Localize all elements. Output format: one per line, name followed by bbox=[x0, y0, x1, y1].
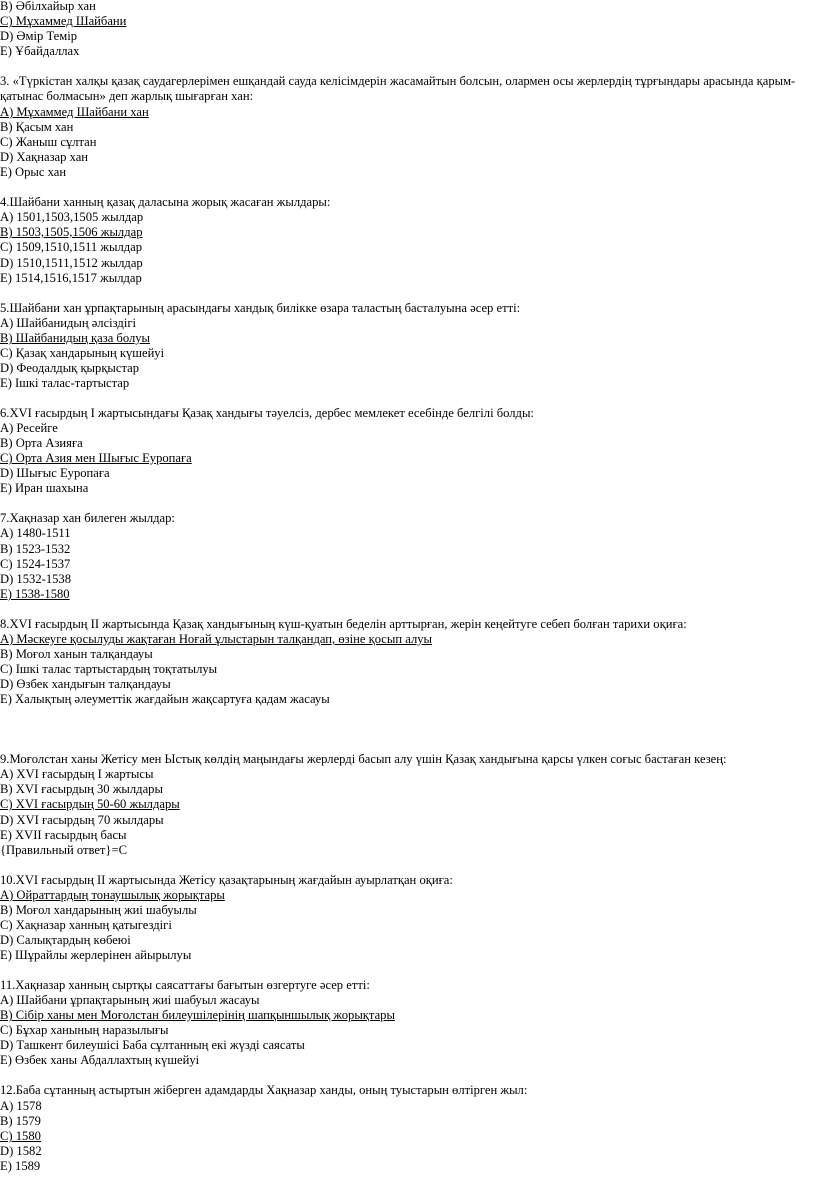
text-line: 10.XVI ғасырдың II жартысында Жетісу қазақтарының жағдайын ауырлатқан оқиға: bbox=[0, 873, 453, 887]
text-line: С) Жаныш сұлтан bbox=[0, 135, 97, 149]
text-line: В) Қасым хан bbox=[0, 120, 74, 134]
text-line: С) Хақназар ханның қатыгездігі bbox=[0, 918, 172, 932]
text-line: А) 1480-1511 bbox=[0, 526, 71, 540]
text-line: 12.Баба сұтанның астыртын жіберген адамдарды Хақназар ханды, оның туыстарын өлтірген жыл: bbox=[0, 1083, 528, 1097]
text-line: А) XVI ғасырдың I жартысы bbox=[0, 767, 154, 781]
text-line: В) XVI ғасырдың 30 жылдары bbox=[0, 782, 163, 796]
text-line: D) Шығыс Еуропаға bbox=[0, 466, 110, 480]
text-line: С) 1509,1510,1511 жылдар bbox=[0, 240, 143, 254]
text-line: D) 1532-1538 bbox=[0, 572, 72, 586]
text-line: А) Шайбанидың әлсіздігі bbox=[0, 316, 136, 330]
correct-answer-line: В) Шайбанидың қаза болуы bbox=[0, 331, 151, 345]
text-line: Е) Орыс хан bbox=[0, 165, 67, 179]
text-line: 3. «Түркістан халқы қазақ саудагерлерімен ешқандай сауда келісімдерін жасамайтын болсын, олармен осы жерлердің тұрғындары арасында қарым-қатынас болмасын» деп жарлық шығарған хан: bbox=[0, 74, 796, 104]
correct-answer-line: А) Ойраттардың тонаушылық жорықтары bbox=[0, 888, 225, 902]
correct-answer-line: С) XVI ғасырдың 50-60 жылдары bbox=[0, 797, 180, 811]
text-line: 11.Хақназар ханның сыртқы саясаттағы бағытын өзгертуге әсер етті: bbox=[0, 978, 370, 992]
text-line: С) 1524-1537 bbox=[0, 557, 71, 571]
text-line: 6.XVI ғасырдың I жартысындағы Қазақ хандығы тәуелсіз, дербес мемлекет есебінде белгілі болды: bbox=[0, 406, 534, 420]
text-line: А) 1501,1503,1505 жылдар bbox=[0, 210, 144, 224]
text-line: А) 1578 bbox=[0, 1099, 42, 1113]
text-line: 7.Хақназар хан билеген жылдар: bbox=[0, 511, 175, 525]
text-line: Е) 1514,1516,1517 жылдар bbox=[0, 271, 142, 285]
text-line: В) 1579 bbox=[0, 1114, 41, 1128]
text-line: D) XVI ғасырдың 70 жылдары bbox=[0, 813, 164, 827]
text-line: Е) Шұрайлы жерлерінен айырылуы bbox=[0, 948, 192, 962]
text-line: Е) 1589 bbox=[0, 1159, 41, 1173]
text-line: Е) XVII ғасырдың басы bbox=[0, 828, 127, 842]
text-line: В) Моғол хандарының жиі шабуылы bbox=[0, 903, 197, 917]
text-line: D) Әмір Темір bbox=[0, 29, 78, 43]
text-line: В) 1523-1532 bbox=[0, 542, 71, 556]
correct-answer-line: В) Сібір ханы мен Моғолстан билеушілерінің шапқыншылық жорықтары bbox=[0, 1008, 395, 1022]
correct-answer-line: С) Мұхаммед Шайбани bbox=[0, 14, 127, 28]
text-line: {Правильный ответ}=С bbox=[0, 843, 127, 857]
text-line: С) Ішкі талас тартыстардың тоқтатылуы bbox=[0, 662, 218, 676]
text-line: Е) Халықтың әлеуметтік жағдайын жақсартуға қадам жасауы bbox=[0, 692, 330, 706]
text-line: Е) Өзбек ханы Абдаллахтың күшейуі bbox=[0, 1053, 200, 1067]
correct-answer-line: Е) 1538-1580 bbox=[0, 587, 70, 601]
text-line: Е) Ішкі талас-тартыстар bbox=[0, 376, 130, 390]
text-line: D) Салықтардың көбеюі bbox=[0, 933, 131, 947]
text-line: 4.Шайбани ханның қазақ даласына жорық жасаған жылдары: bbox=[0, 195, 331, 209]
text-line: D) Ташкент билеушісі Баба сұлтанның екі жүзді саясаты bbox=[0, 1038, 305, 1052]
text-line: D) Хақназар хан bbox=[0, 150, 89, 164]
correct-answer-line: С) Орта Азия мен Шығыс Еуропаға bbox=[0, 451, 192, 465]
text-line: D) Өзбек хандығын талқандауы bbox=[0, 677, 171, 691]
text-line: С) Бұхар ханының наразылығы bbox=[0, 1023, 169, 1037]
text-line: D) Феодалдық қырқыстар bbox=[0, 361, 140, 375]
correct-answer-line: В) 1503,1505,1506 жылдар bbox=[0, 225, 143, 239]
text-line: С) Қазақ хандарының күшейуі bbox=[0, 346, 165, 360]
correct-answer-line: С) 1580 bbox=[0, 1129, 41, 1143]
text-line: А) Ресейге bbox=[0, 421, 58, 435]
text-line: В) Әбілхайыр хан bbox=[0, 0, 96, 13]
text-line: D) 1582 bbox=[0, 1144, 42, 1158]
text-line: В) Орта Азияға bbox=[0, 436, 83, 450]
correct-answer-line: А) Мәскеуге қосылуды жақтаған Ноғай ұлыстарын талқандап, өзіне қосып алуы bbox=[0, 632, 432, 646]
text-line: 9.Моғолстан ханы Жетісу мен Ыстық көлдің маңындағы жерлерді басып алу үшін Қазақ хандығына қарсы үлкен соғыс бастаған кезең: bbox=[0, 752, 727, 766]
text-line: D) 1510,1511,1512 жылдар bbox=[0, 256, 143, 270]
text-line: А) Шайбани ұрпақтарының жиі шабуыл жасауы bbox=[0, 993, 260, 1007]
text-line: 5.Шайбани хан ұрпақтарының арасындағы хандық билікке өзара таластың басталуына әсер етті: bbox=[0, 301, 521, 315]
text-line: В) Моғол ханын талқандауы bbox=[0, 647, 153, 661]
text-line: 8.XVI ғасырдың II жартысында Қазақ хандығының күш-қуатын беделін арттырған, жерін кеңейтуге себеп болған тарихи оқиға: bbox=[0, 617, 687, 631]
text-line: Е) Ұбайдаллах bbox=[0, 44, 80, 58]
text-line: Е) Иран шахына bbox=[0, 481, 89, 495]
correct-answer-line: А) Мұхаммед Шайбани хан bbox=[0, 105, 149, 119]
